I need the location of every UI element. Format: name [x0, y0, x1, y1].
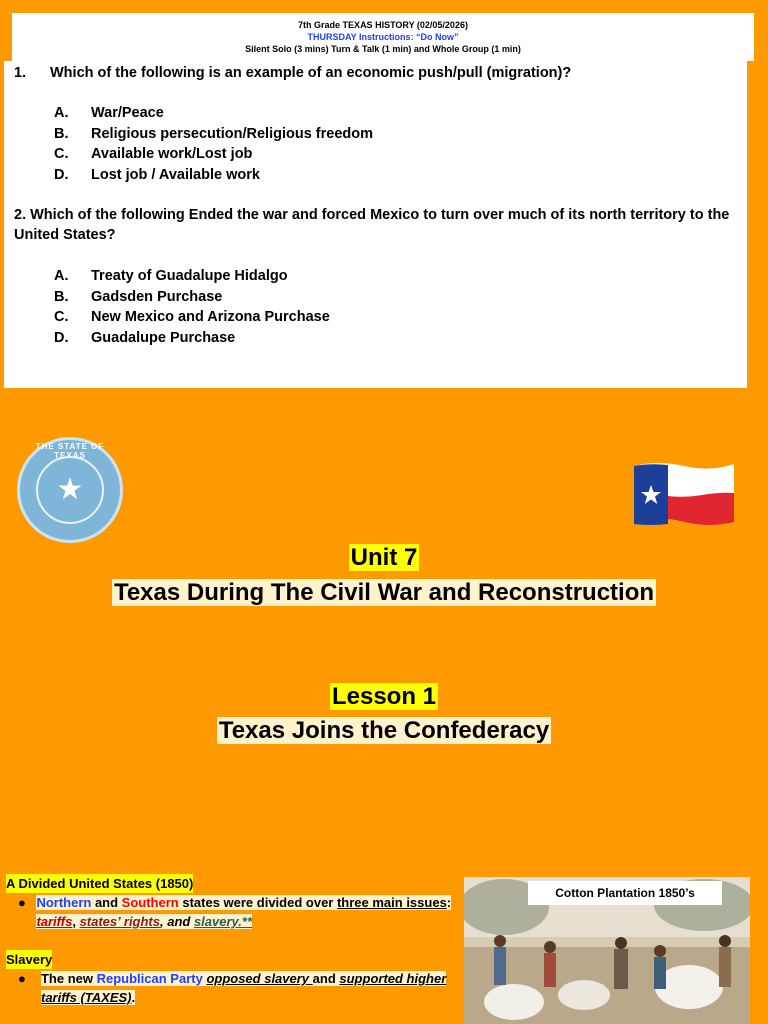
- colon-text: :: [446, 895, 452, 910]
- and-text: and: [312, 971, 340, 986]
- question-1-text: Which of the following is an example of an economic push/pull (migration)?: [50, 65, 572, 81]
- comma-and-text: , and: [160, 914, 194, 929]
- slavery-text: slavery.**: [193, 914, 253, 929]
- unit-title: [0, 578, 768, 608]
- unit-number-text: Unit 7: [350, 544, 418, 571]
- republican-party-text: Republican Party: [96, 971, 203, 986]
- option-text: Lost job / Available work: [91, 166, 260, 183]
- comma-text: ,: [72, 914, 80, 929]
- header-line-3: Silent Solo (3 mins) Turn & Talk (1 min) and Whole Group (1 min): [245, 44, 521, 54]
- option-text: New Mexico and Arizona Purchase: [91, 309, 330, 325]
- option-letter: A.: [54, 105, 69, 121]
- option-letter: A.: [54, 268, 69, 284]
- photo-caption: Cotton Plantation 1850’s: [528, 881, 722, 905]
- southern-text: Southern: [121, 895, 179, 910]
- tariffs-text: tariffs: [36, 914, 73, 929]
- option: [54, 103, 373, 124]
- unit-title-text: Texas During The Civil War and Reconstruction: [113, 579, 655, 606]
- lesson-notes: [6, 874, 454, 1007]
- option-text: War/Peace: [91, 105, 164, 121]
- texas-seal-icon: [17, 437, 123, 543]
- quiz-box: [4, 61, 747, 388]
- option: [54, 144, 373, 165]
- option-letter: B.: [54, 288, 69, 305]
- supported-tariffs-text: supported higher tariffs (TAXES): [40, 971, 447, 1005]
- opposed-slavery-text: opposed slavery: [206, 971, 313, 986]
- option: [54, 165, 373, 186]
- header-line-2: THURSDAY Instructions: “Do Now”: [307, 32, 459, 42]
- texas-flag-icon: [632, 458, 736, 530]
- option-text: Gadsden Purchase: [91, 288, 223, 305]
- option: [54, 287, 330, 308]
- seal-ring: [36, 456, 104, 524]
- notes-bullet-2: [6, 969, 454, 1007]
- lesson-number-text: Lesson 1: [331, 683, 437, 710]
- northern-text: Northern: [36, 895, 92, 910]
- notes-heading-2: Slavery: [6, 952, 53, 967]
- option: [54, 328, 330, 349]
- the-new-text: The new: [40, 971, 97, 986]
- lesson-title: [0, 716, 768, 746]
- option-text: Treaty of Guadalupe Hidalgo: [91, 268, 288, 284]
- question-1-number: 1.: [14, 65, 27, 81]
- divided-text: states were divided over: [178, 895, 337, 910]
- period-text: .: [131, 990, 136, 1005]
- option: [54, 124, 373, 145]
- option-letter: B.: [54, 125, 69, 142]
- seal-text: THE STATE OF TEXAS: [35, 442, 105, 460]
- star-icon: ★: [56, 473, 84, 506]
- option-letter: C.: [54, 146, 69, 162]
- question-2-options: [54, 266, 330, 348]
- unit-number: [0, 543, 768, 573]
- bullet-dot-icon: ●: [18, 971, 26, 986]
- notes-heading-1: A Divided United States (1850): [6, 876, 194, 891]
- states-rights-text: states’ rights: [79, 914, 160, 929]
- option-text: Religious persecution/Religious freedom: [91, 125, 373, 142]
- option: [54, 266, 330, 287]
- question-1: [14, 63, 738, 83]
- lesson-title-text: Texas Joins the Confederacy: [218, 717, 550, 744]
- do-now-header: [12, 13, 754, 61]
- option-text: Guadalupe Purchase: [91, 329, 236, 346]
- lesson-number: [0, 682, 768, 712]
- option-letter: D.: [54, 329, 69, 346]
- option-letter: D.: [54, 166, 69, 183]
- three-issues-text: three main issues: [336, 895, 447, 910]
- question-1-options: [54, 103, 373, 185]
- bullet-dot-icon: ●: [18, 895, 26, 910]
- header-line-1: 7th Grade TEXAS HISTORY (02/05/2026): [298, 20, 468, 30]
- option-letter: C.: [54, 309, 69, 325]
- question-2: 2. Which of the following Ended the war and forced Mexico to turn over much of its north territory to the United States?: [14, 207, 730, 243]
- option: [54, 307, 330, 328]
- option-text: Available work/Lost job: [91, 146, 253, 162]
- notes-bullet-1: [6, 893, 454, 931]
- and-text: and: [91, 895, 122, 910]
